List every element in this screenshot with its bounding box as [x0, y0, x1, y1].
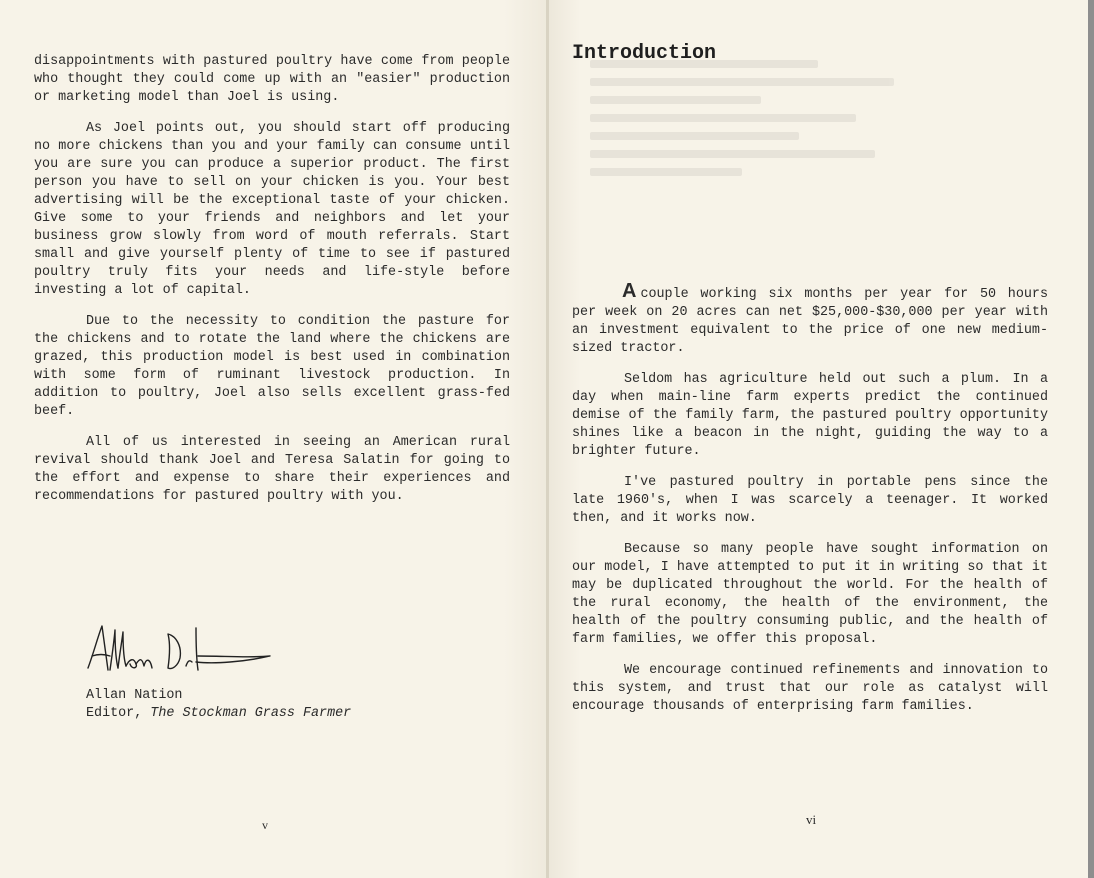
- left-paragraph-3: Due to the necessity to condition the pasture for the chickens and to rotate the land where the chickens are grazed, this production model is best used in combination with some form of ruminant livestock production. In addition to poultry, Joel also sells excellent grass-fed beef.: [34, 314, 510, 419]
- signature-title-prefix: Editor,: [86, 706, 151, 721]
- left-paragraph-2: As Joel points out, you should start off producing no more chickens than you and your family can consume until you are sure you can produce a superior product. The first person you have to sell on your chicken is you. Your best advertising will be the exceptional taste of your chicken. Give some to your friends and neighbors and let your business grow slowly from word of mouth referrals. Start small and give yourself plenty of time to see if pastured poultry truly fits your needs and life-style before investing a lot of capital.: [34, 121, 510, 298]
- book-gutter: [546, 0, 549, 878]
- signature-title: [86, 705, 351, 723]
- drop-cap: A: [622, 280, 637, 302]
- signature-name: Allan Nation: [86, 688, 183, 703]
- show-through-text: [590, 60, 970, 260]
- right-paragraph-1: [572, 282, 1048, 358]
- scan-edge: [1088, 0, 1094, 878]
- right-paragraph-5: We encourage continued refinements and innovation to this system, and trust that our role as catalyst will encourage thousands of enterprising farm families.: [572, 663, 1048, 714]
- right-paragraph-4: Because so many people have sought information on our model, I have attempted to put it in writing so that it may be duplicated throughout the world. For the health of the rural economy, the health of the environment, the health of the poultry consuming public, and the health of farm families, we offer this proposal.: [572, 542, 1048, 647]
- right-paragraph-2: Seldom has agriculture held out such a plum. In a day when main-line farm experts predict the continued demise of the family farm, the pastured poultry opportunity shines like a beacon in the night, guiding the way to a brighter future.: [572, 372, 1048, 459]
- right-paragraph-1-text: couple working six months per year for 50 hours per week on 20 acres can net $25,000-$30,000 per year with an investment equivalent to the price of one new medium-sized tractor.: [572, 287, 1048, 356]
- right-paragraph-3: I've pastured poultry in portable pens since the late 1960's, when I was scarcely a teenager. It worked then, and it works now.: [572, 475, 1048, 526]
- page-title: Introduction: [572, 42, 717, 65]
- left-paragraph-1: disappointments with pastured poultry have come from people who thought they could come up with an "easier" production or marketing model than Joel is using.: [34, 54, 510, 105]
- left-paragraph-4: All of us interested in seeing an American rural revival should thank Joel and Teresa Salatin for going to the effort and expense to share their experiences and recommendations for pastured poultry with you.: [34, 435, 510, 504]
- right-page-number: vi: [806, 812, 817, 827]
- left-page-body: [34, 53, 510, 519]
- left-page-number: v: [262, 818, 268, 832]
- publication-name: The Stockman Grass Farmer: [150, 706, 352, 721]
- right-page-body: [572, 282, 1048, 729]
- handwritten-signature: [84, 612, 284, 678]
